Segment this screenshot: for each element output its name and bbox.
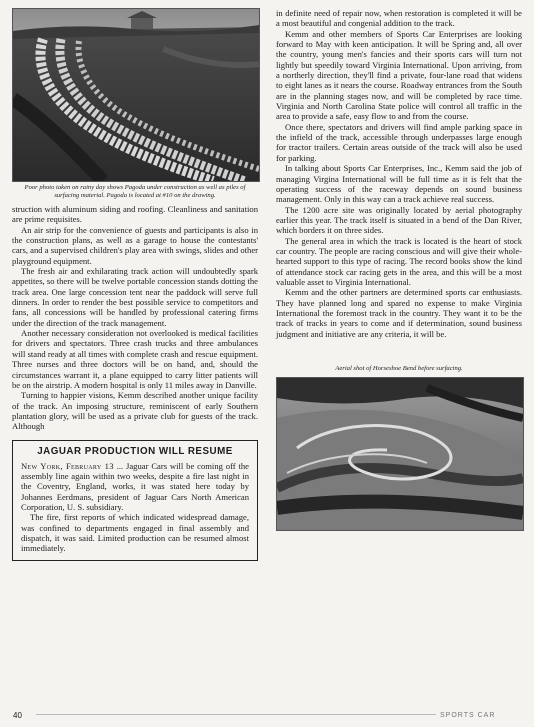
body-paragraph: in definite need of repair now, when restoration is completed it will be a most beautiful and congenial addition to the track. — [276, 8, 522, 29]
jaguar-box-paragraph-2: The fire, first reports of which indicated widespread damage, was confined to departments engaged in final assembly and dispatch, it was said. Limited production can be resumed almost immediately. — [21, 512, 249, 554]
body-paragraph: The fresh air and exhilarating track action will undoubtedly spark appetites, so there will be twelve portable concession stands dotting the track area. One large concession tent near the paddock will serve full dinners. In order to render the best possible service to competitors and fans, all concessions will be handled by professional catering firms under the direction of the track management. — [12, 266, 258, 328]
body-paragraph: Kemm and other members of Sports Car Enterprises are looking forward to May with keen anticipation. It will be Spring and, all over the country, young men's fancies and their sports cars will turn not lightly but speedily toward Virginia International. Upon arriving, from a northerly direction, they'll find a private, four-lane road that widens to eight lanes as it nears the course. Roadway entrances from the South are in the planning stages now, and will be completed by race time. Virginia and North Carolina State police will control all traffic in the area to provide a safe, easy flow to and from the course. — [276, 28, 522, 122]
jaguar-box-paragraph — [21, 461, 249, 513]
body-paragraph: Another necessary consideration not overlooked is medical facilities for drivers and spectators. Three crash trucks and three ambulances will stand ready at all times with complete crash and rescue equipment. Three nurses and three doctors will be on hand, and, should the circumstances warrant it, a plane equipped to carry litter patients will be on the airstrip. A modern hospital is only 11 miles away in Danville. — [12, 328, 258, 390]
running-foot: SPORTS CAR — [440, 712, 496, 719]
body-paragraph: The 1200 acre site was originally located by aerial photography earlier this year. The track itself is situated in a bend of the Dan River, which borders it on three sides. — [276, 204, 522, 236]
jaguar-news-box — [12, 440, 258, 561]
body-paragraph: Kemm and the other partners are determined sports car enthusiasts. They have planned long and spared no expense to make Virginia International the foremost track in the country. They want it to be the track of tracks in years to come and if determination, sound business judgment and initiative are any criteria, it will be. — [276, 287, 522, 339]
body-paragraph: Once there, spectators and drivers will find ample parking space in the infield of the track, accessible through underpasses large enough for tractor trailers. Certain areas outside of the track will also be used for parking. — [276, 121, 522, 163]
right-column — [276, 8, 522, 531]
body-paragraph: In talking about Sports Car Enterprises, Inc., Kemm said the job of managing Virgina International will be full time as it is felt that the operating success of the raceway depends on sound business management. Only in this way can a track achieve real success. — [276, 163, 522, 205]
footer-rule — [36, 714, 436, 715]
pagoda-photo-caption: Poor photo taken on rainy day shows Pagoda under construction as well as piles of surfacing material. Pagoda is located at #10 on the drawing. — [24, 184, 246, 199]
pagoda-construction-photo — [12, 8, 260, 182]
body-paragraph: Turning to happier visions, Kemm described another unique facility of the track. An imposing structure, reminiscent of early Southern plantation glory, will be used as a private club for guests of the track. Although — [12, 390, 258, 432]
body-paragraph: An air strip for the convenience of guests and participants is also in the construction plans, as well as a garage to house the contestants' cars, and a supervised children's play area with swings, slides and other playground equipment. — [12, 224, 258, 266]
horseshoe-bend-aerial-photo — [276, 377, 524, 531]
horseshoe-photo-image — [277, 378, 523, 530]
jaguar-box-title: JAGUAR PRODUCTION WILL RESUME — [37, 445, 233, 457]
jaguar-box-text: ... Jaguar Cars will be coming off the assembly line again within two weeks, despite a fire last night in the Coventry, England, works, it was stated here today by Johannes Eerdmans, president of Jaguar Cars North American Corporation, U. S. subsidiary. — [21, 460, 249, 512]
left-column — [12, 8, 258, 561]
jaguar-dateline: New York, February 13 — [21, 460, 114, 471]
body-paragraph: struction with aluminum siding and roofing. Cleanliness and sanitation are prime requisites. — [12, 204, 258, 225]
page-number: 40 — [13, 711, 22, 720]
horseshoe-photo-caption: Aerial shot of Horseshoe Bend before surfacing. — [335, 365, 463, 372]
pagoda-photo-image — [13, 9, 259, 181]
body-paragraph: The general area in which the track is located is the heart of stock car country. The people are racing conscious and will give their whole-hearted support to this type of racing. The record books show the kind of attendance stock car racing gets in the area, and this will be a most valuable asset to Virginia International. — [276, 235, 522, 287]
